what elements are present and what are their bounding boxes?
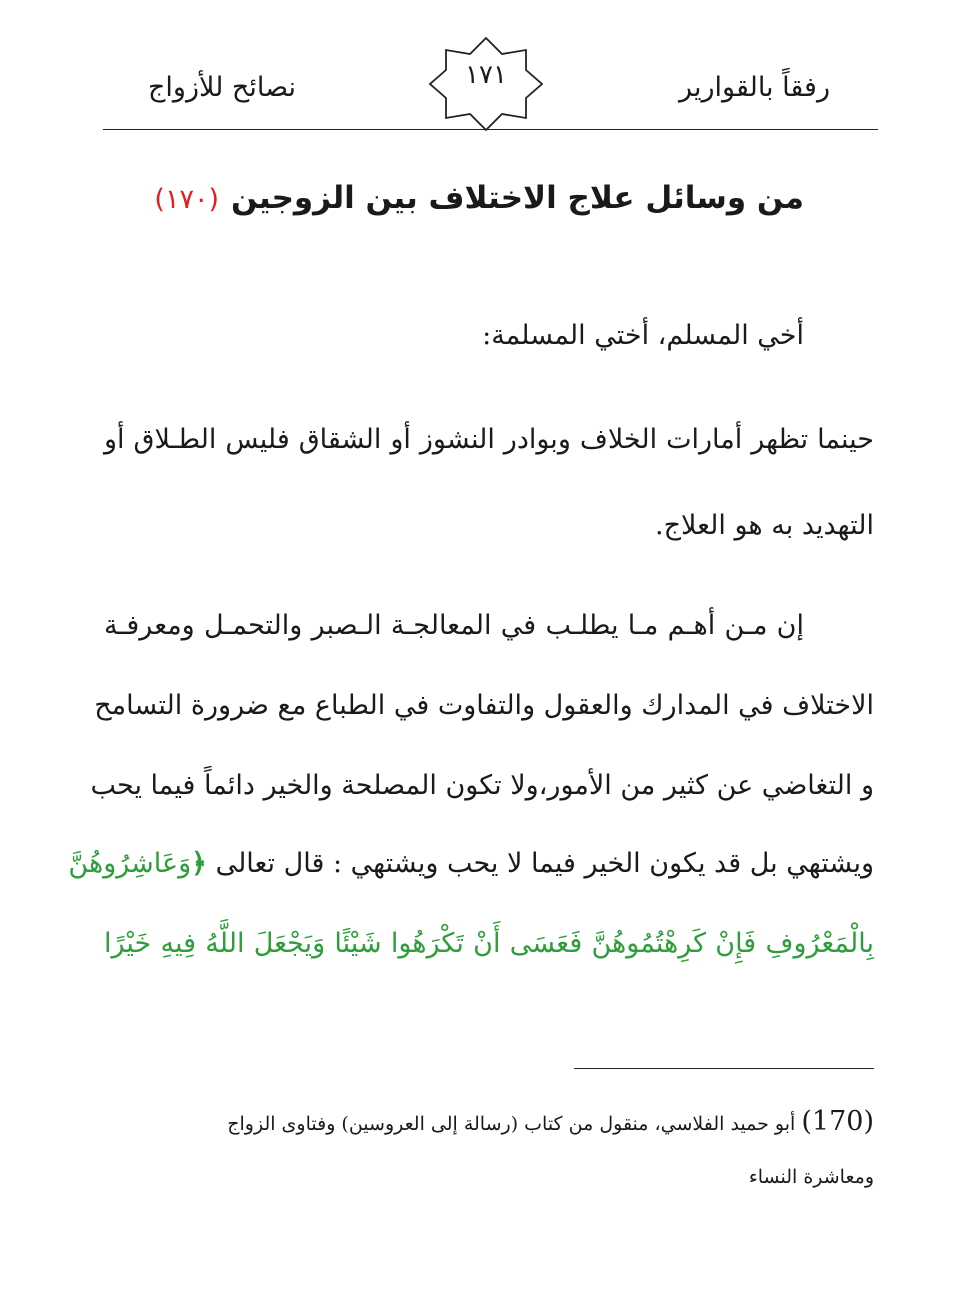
running-header-right: رفقاً بالقوارير xyxy=(679,72,830,103)
page-number-badge xyxy=(428,36,544,132)
paragraph-2-line-1: إن مـن أهـم مـا يطلـب في المعالجـة الـصبر والتحمـل ومعرفـة xyxy=(104,610,804,641)
quran-open-bracket: ﴿ xyxy=(191,848,207,879)
footnote-line-1 xyxy=(227,1106,874,1137)
footnote-number: (170) xyxy=(801,1106,874,1137)
section-title-text: من وسائل علاج الاختلاف بين الزوجين xyxy=(231,180,804,216)
footnote-text-1: أبو حميد الفلاسي، منقول من كتاب (رسالة إلى العروسين) وفتاوى الزواج xyxy=(227,1113,796,1135)
quran-verse-start: وَعَاشِرُوهُنَّ xyxy=(68,848,192,879)
footnote-line-2: ومعاشرة النساء xyxy=(748,1166,874,1188)
paragraph-1-line-1: حينما تظهر أمارات الخلاف وبوادر النشوز أو الشقاق فليس الطـلاق أو xyxy=(104,424,874,455)
footnote-divider xyxy=(574,1068,874,1069)
page-number: ١٧١ xyxy=(465,60,507,90)
header-divider xyxy=(103,129,878,130)
paragraph-2-line-4 xyxy=(68,848,874,879)
paragraph-2-line-4-text: ويشتهي بل قد يكون الخير فيما لا يحب ويشتهي : قال تعالى xyxy=(215,848,874,879)
greeting-line: أخي المسلم، أختي المسلمة: xyxy=(482,320,804,351)
paragraph-2-line-3: و التغاضي عن كثير من الأمور،ولا تكون المصلحة والخير دائماً فيما يحب xyxy=(90,770,874,801)
quran-verse-line: بِالْمَعْرُوفِ فَإِنْ كَرِهْتُمُوهُنَّ فَعَسَى أَنْ تَكْرَهُوا شَيْئًا وَيَجْعَلَ اللَّهُ فِيهِ خَيْرًا xyxy=(104,928,874,959)
paragraph-2-line-2: الاختلاف في المدارك والعقول والتفاوت في الطباع مع ضرورة التسامح xyxy=(94,690,874,721)
running-header-left: نصائح للأزواج xyxy=(148,72,297,103)
paragraph-1-line-2: التهديد به هو العلاج. xyxy=(655,510,874,541)
section-title xyxy=(154,180,804,216)
footnote-reference: (١٧٠) xyxy=(154,184,220,215)
